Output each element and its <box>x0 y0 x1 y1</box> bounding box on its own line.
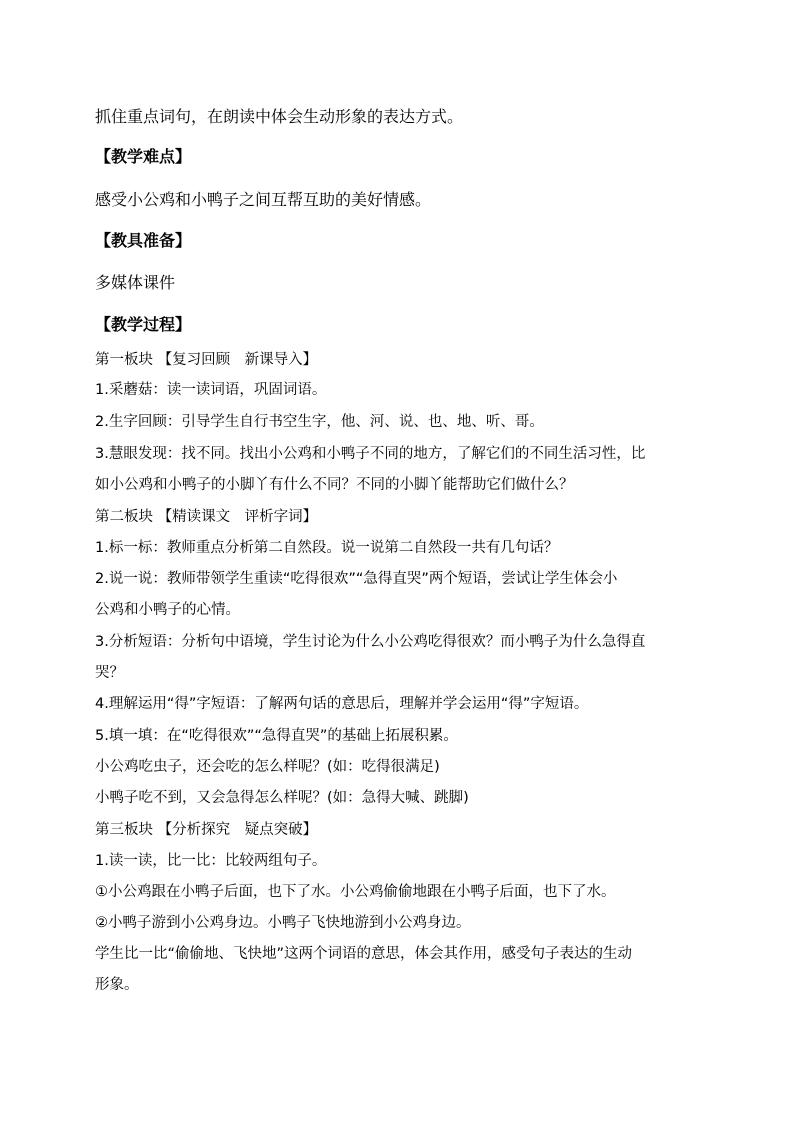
section2-item: 4.理解运用“得”字短语：了解两句话的意思后，理解并学会运用“得”字短语。 <box>95 696 589 712</box>
section2-item: 小公鸡吃虫子，还会吃的怎么样呢？(如：吃得很满足) <box>95 759 440 775</box>
section2-item: 1.标一标：教师重点分析第二自然段。说一说第二自然段一共有几句话？ <box>95 540 559 556</box>
section1-item: 3.慧眼发现：找不同。找出小公鸡和小鸭子不同的地方，了解它们的不同生活习性，比 <box>95 446 646 462</box>
section1-item: 如小公鸡和小鸭子的小脚丫有什么不同？不同的小脚丫能帮助它们做什么？ <box>95 477 574 493</box>
intro-line: 抓住重点词句，在朗读中体会生动形象的表达方式。 <box>95 107 464 126</box>
section3-title: 第三板块 【分析探究 疑点突破】 <box>95 822 318 838</box>
section1-item: 2.生字回顾：引导学生自行书空生字，他、河、说、也、地、听、哥。 <box>95 414 544 430</box>
difficulty-heading: 【教学难点】 <box>95 147 192 166</box>
materials-heading: 【教具准备】 <box>95 231 192 250</box>
section2-item: 2.说一说：教师带领学生重读“吃得很欢”“急得直哭”两个短语，尝试让学生体会小 <box>95 571 618 587</box>
materials-text: 多媒体课件 <box>95 273 176 292</box>
section3-item: 学生比一比“偷偷地、飞快地”这两个词语的意思，体会其作用，感受句子表达的生动 <box>95 946 633 962</box>
section3-item: 形象。 <box>95 977 139 993</box>
section2-item: 5.填一填：在“吃得很欢”“急得直哭”的基础上拓展积累。 <box>95 728 458 744</box>
section3-item: 1.读一读，比一比：比较两组句子。 <box>95 853 327 869</box>
section2-item: 哭？ <box>95 665 124 681</box>
section3-item: ②小鸭子游到小公鸡身边。小鸭子飞快地游到小公鸡身边。 <box>95 915 471 931</box>
section1-item: 1.采蘑菇：读一读词语，巩固词语。 <box>95 382 327 398</box>
section2-title: 第二板块 【精读课文 评析字词】 <box>95 509 318 525</box>
section2-item: 公鸡和小鸭子的心情。 <box>95 602 240 618</box>
section1-title: 第一板块 【复习回顾 新课导入】 <box>95 352 318 368</box>
section2-item: 小鸭子吃不到，又会急得怎么样呢？(如：急得大喊、跳脚) <box>95 790 469 806</box>
process-heading: 【教学过程】 <box>95 315 192 334</box>
difficulty-text: 感受小公鸡和小鸭子之间互帮互助的美好情感。 <box>95 190 432 209</box>
section3-item: ①小公鸡跟在小鸭子后面，也下了水。小公鸡偷偷地跟在小鸭子后面，也下了水。 <box>95 884 616 900</box>
section2-item: 3.分析短语：分析句中语境，学生讨论为什么小公鸡吃得很欢？而小鸭子为什么急得直 <box>95 634 646 650</box>
